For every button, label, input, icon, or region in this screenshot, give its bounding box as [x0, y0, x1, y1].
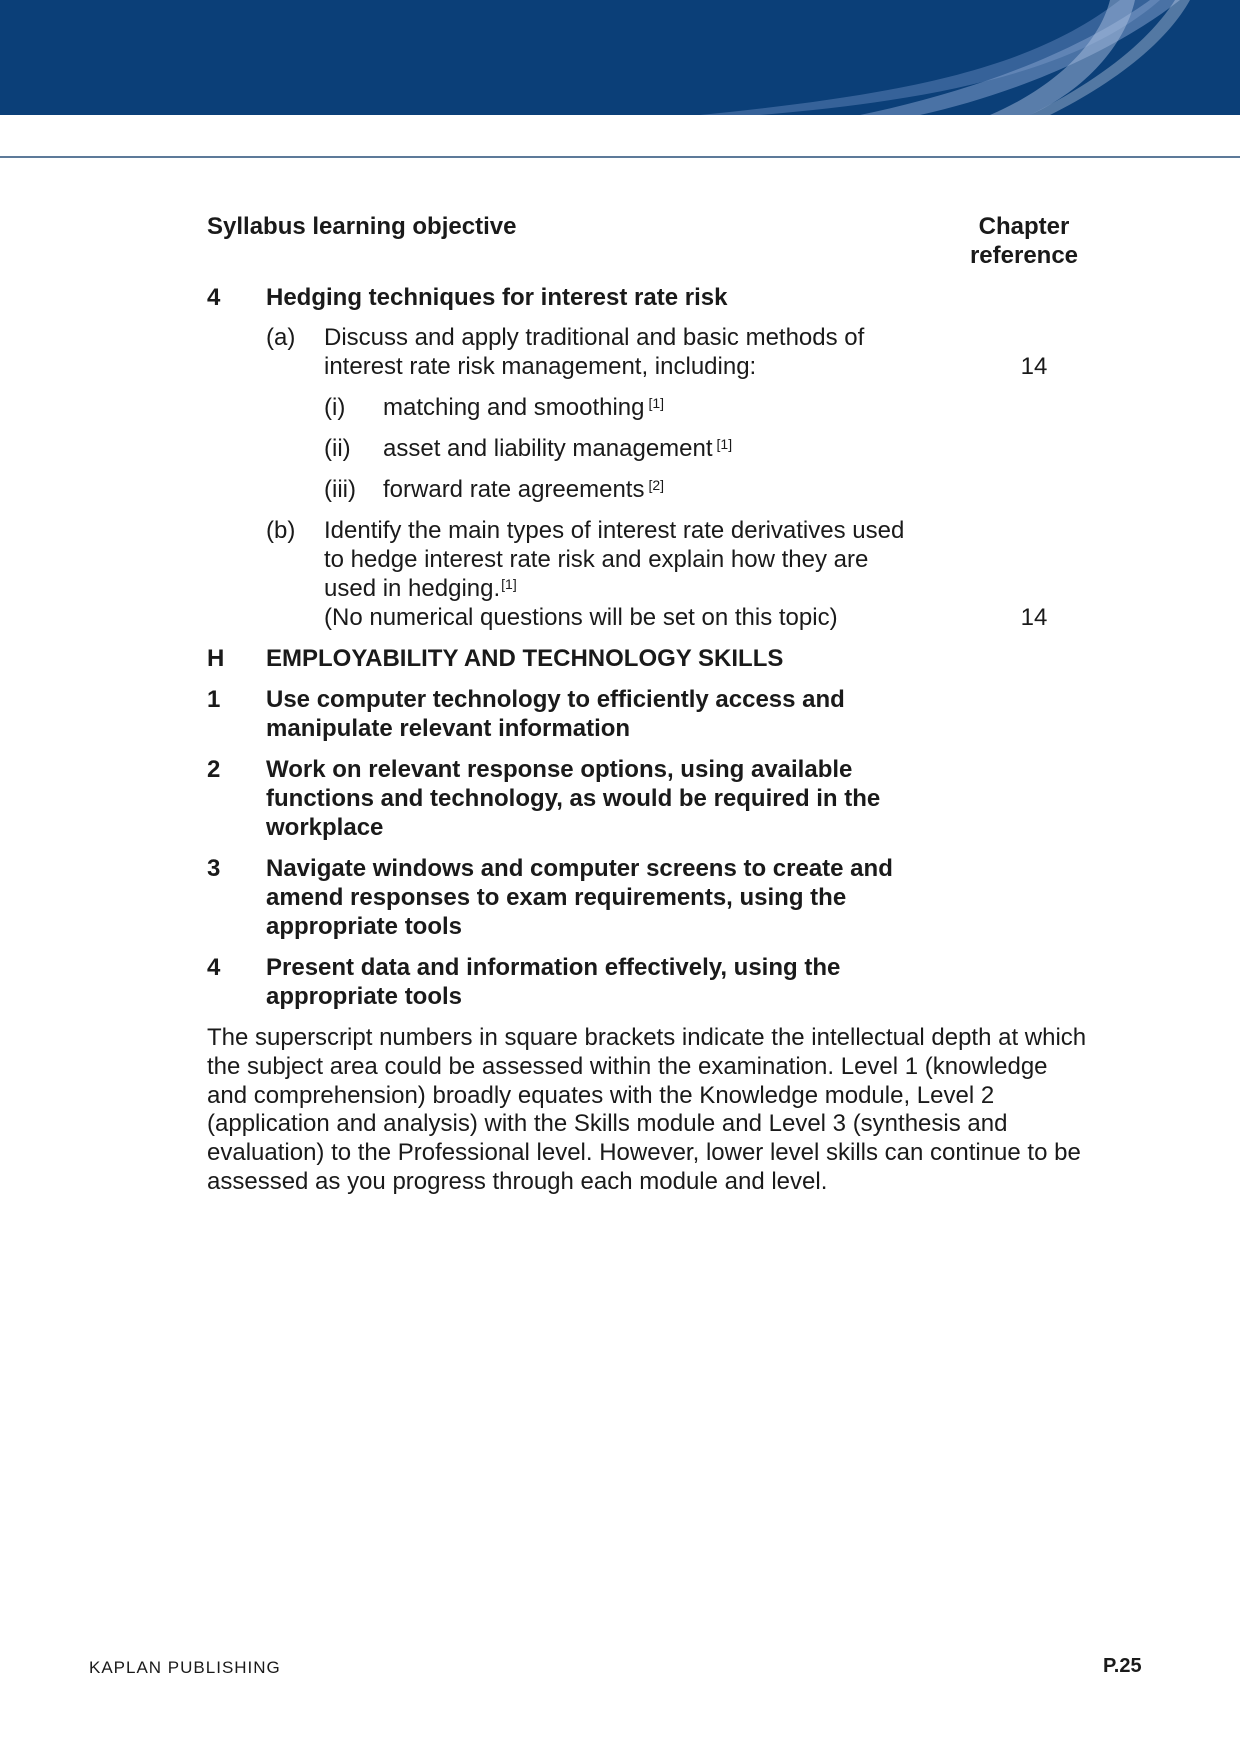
level-superscript: [1] — [501, 576, 517, 592]
skill-text-line: functions and technology, as would be required in the — [266, 785, 881, 812]
level-superscript: [1] — [648, 395, 665, 411]
item-text-line: (No numerical questions will be set on this topic) — [324, 604, 838, 631]
item-text-line: Identify the main types of interest rate derivatives used — [324, 517, 905, 544]
skill-number: 4 — [207, 954, 221, 981]
skill-text-line: Navigate windows and computer screens to create and — [266, 855, 893, 882]
skill-number: 3 — [207, 855, 221, 882]
header-rule — [0, 156, 1240, 158]
item-label: (b) — [266, 517, 296, 544]
skill-text-line: Work on relevant response options, using available — [266, 756, 853, 783]
item-text-line: used in hedging.[1] — [324, 575, 517, 602]
skill-number: 2 — [207, 756, 221, 783]
banner-swoosh-graphic — [0, 0, 1240, 115]
intellectual-depth-note: The superscript numbers in square brackets indicate the intellectual depth at which the subject area could be assessed within the examination. Level 1 (knowledge and comprehension) broadly equates with the Knowledge module, Level 2 (application and analysis) with the Skills module and Level 3 (synthesis and evaluation) to the Professional level. However, lower level skills can continue to be assessed as you progress through each module and level. — [207, 1024, 1087, 1195]
level-superscript: [1] — [716, 436, 733, 452]
skill-text-line: appropriate tools — [266, 983, 463, 1010]
subitem-text: matching and smoothing [1] — [383, 394, 665, 421]
header-banner — [0, 0, 1240, 115]
chapter-reference: 14 — [1020, 353, 1048, 380]
section-title: Hedging techniques for interest rate risk — [266, 284, 728, 311]
item-text-line: Discuss and apply traditional and basic methods of — [324, 324, 865, 351]
skill-text-line: amend responses to exam requirements, using the — [266, 884, 847, 911]
section-number: 4 — [207, 284, 221, 311]
item-text-line: to hedge interest rate risk and explain how they are — [324, 546, 869, 573]
subitem-text: forward rate agreements [2] — [383, 476, 665, 503]
page-number: P.25 — [1103, 1655, 1142, 1677]
level-superscript: [2] — [648, 477, 665, 493]
subitem-text: asset and liability management [1] — [383, 435, 733, 462]
section-letter: H — [207, 645, 225, 672]
subitem-label: (i) — [324, 394, 346, 421]
column-header-chapter-line1: Chapter — [978, 213, 1070, 240]
footer-publisher: KAPLAN PUBLISHING — [89, 1658, 281, 1677]
column-header-objective: Syllabus learning objective — [207, 213, 517, 240]
column-header-chapter-line2: reference — [969, 242, 1079, 269]
subitem-label: (ii) — [324, 435, 351, 462]
skill-text-line: workplace — [266, 814, 384, 841]
skill-number: 1 — [207, 686, 221, 713]
chapter-reference: 14 — [1020, 604, 1048, 631]
skill-text-line: appropriate tools — [266, 913, 463, 940]
skill-text-line: Use computer technology to efficiently access and — [266, 686, 845, 713]
skill-text-line: manipulate relevant information — [266, 715, 631, 742]
item-text-line: interest rate risk management, including: — [324, 353, 757, 380]
subitem-label: (iii) — [324, 476, 356, 503]
section-title: EMPLOYABILITY AND TECHNOLOGY SKILLS — [266, 645, 784, 672]
skill-text-line: Present data and information effectively, using the — [266, 954, 841, 981]
item-label: (a) — [266, 324, 296, 351]
